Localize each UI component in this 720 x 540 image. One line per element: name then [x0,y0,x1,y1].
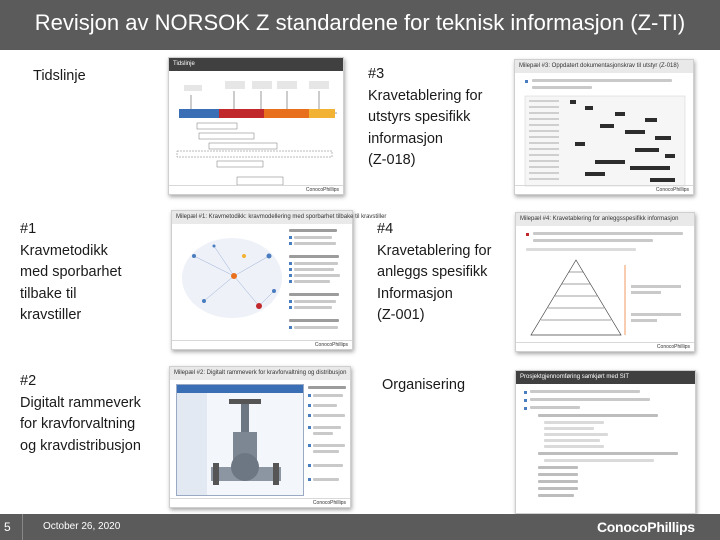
footer-date: October 26, 2020 [43,521,121,532]
framework-thumbnail[interactable] [169,366,351,508]
thumbnail-header: Milepæl #3: Oppdatert dokumentasjonskrav til utstyr (Z-018) [515,60,693,73]
thumbnail-footer [172,340,352,349]
thumbnail-header: Milepæl #2: Digitalt rammeverk for kravforvaltning og distribusjon [170,367,350,380]
z018-thumbnail[interactable] [514,59,694,195]
z018-line-5: (Z-018) [368,152,416,168]
framework-screenshot [176,384,304,496]
thumbnail-footer [516,342,694,351]
method-line-5: kravstiller [20,307,82,323]
method-graph [174,226,289,341]
method-legend [289,227,349,339]
thumbnail-header: Tidslinje [169,58,343,71]
thumbnail-logo: ConocoPhillips [314,342,348,348]
framework-line-4: og kravdistribusjon [20,437,141,454]
z001-line-1: #4 [377,221,394,237]
method-label [20,219,122,327]
thumbnail-header: Milepæl #1: Kravmetodikk: kravmodellering med sporbarhet tilbake til kravstiller [172,211,352,224]
z018-line-2: Kravetablering for [368,87,483,104]
framework-list [308,384,348,496]
thumbnail-logo: ConocoPhillips [656,344,690,350]
thumbnail-header: Milepæl #4: Kravetablering for anleggsspesifikk informasjon [516,213,694,226]
z018-line-3: utstyrs spesifikk [368,109,471,125]
method-line-2: Kravmetodikk [20,242,108,259]
thumbnail-header: Prosjektgjennomføring samkjørt med SIT [516,371,695,384]
z018-matrix [525,96,685,186]
z001-line-3: anleggs spesifikk [377,264,488,280]
framework-label [20,371,141,457]
z001-label [377,219,491,327]
method-line-4: tilbake til [20,285,77,302]
thumbnail-logo: ConocoPhillips [655,187,689,193]
z001-thumbnail[interactable] [515,212,695,352]
z018-label [368,64,482,172]
z018-line-1: #3 [368,66,385,82]
z001-pyramid [521,255,691,340]
title-bar [0,0,720,50]
valve-illustration [211,397,301,492]
thumbnail-footer [170,498,350,507]
thumbnail-footer [515,185,693,194]
timeline-graphic [169,71,345,199]
framework-line-1: #2 [20,373,37,389]
timeline-thumbnail[interactable] [168,57,344,195]
thumbnail-footer [169,185,343,194]
z018-line-4: informasjon [368,130,443,147]
z001-line-2: Kravetablering for [377,242,492,259]
company-logo: ConocoPhillips [597,519,695,535]
method-thumbnail[interactable] [171,210,387,350]
slide-title: Revisjon av NORSOK Z standardene for teknisk informasjon (Z-TI) [34,10,686,35]
thumbnail-logo: ConocoPhillips [312,500,346,506]
page-number: 5 [4,520,11,534]
framework-line-2: Digitalt rammeverk [20,394,141,411]
timeline-label: Tidslinje [33,68,86,84]
organisation-label: Organisering [382,377,466,393]
z001-line-5: (Z-001) [377,307,425,323]
slide-footer [0,514,720,540]
thumbnail-logo: ConocoPhillips [305,187,339,193]
footer-divider [22,514,23,540]
z001-line-4: Informasjon [377,285,453,302]
method-line-1: #1 [20,221,37,237]
method-line-3: med sporbarhet [20,264,122,280]
framework-line-3: for kravforvaltning [20,416,136,432]
organisation-thumbnail[interactable] [515,370,696,514]
